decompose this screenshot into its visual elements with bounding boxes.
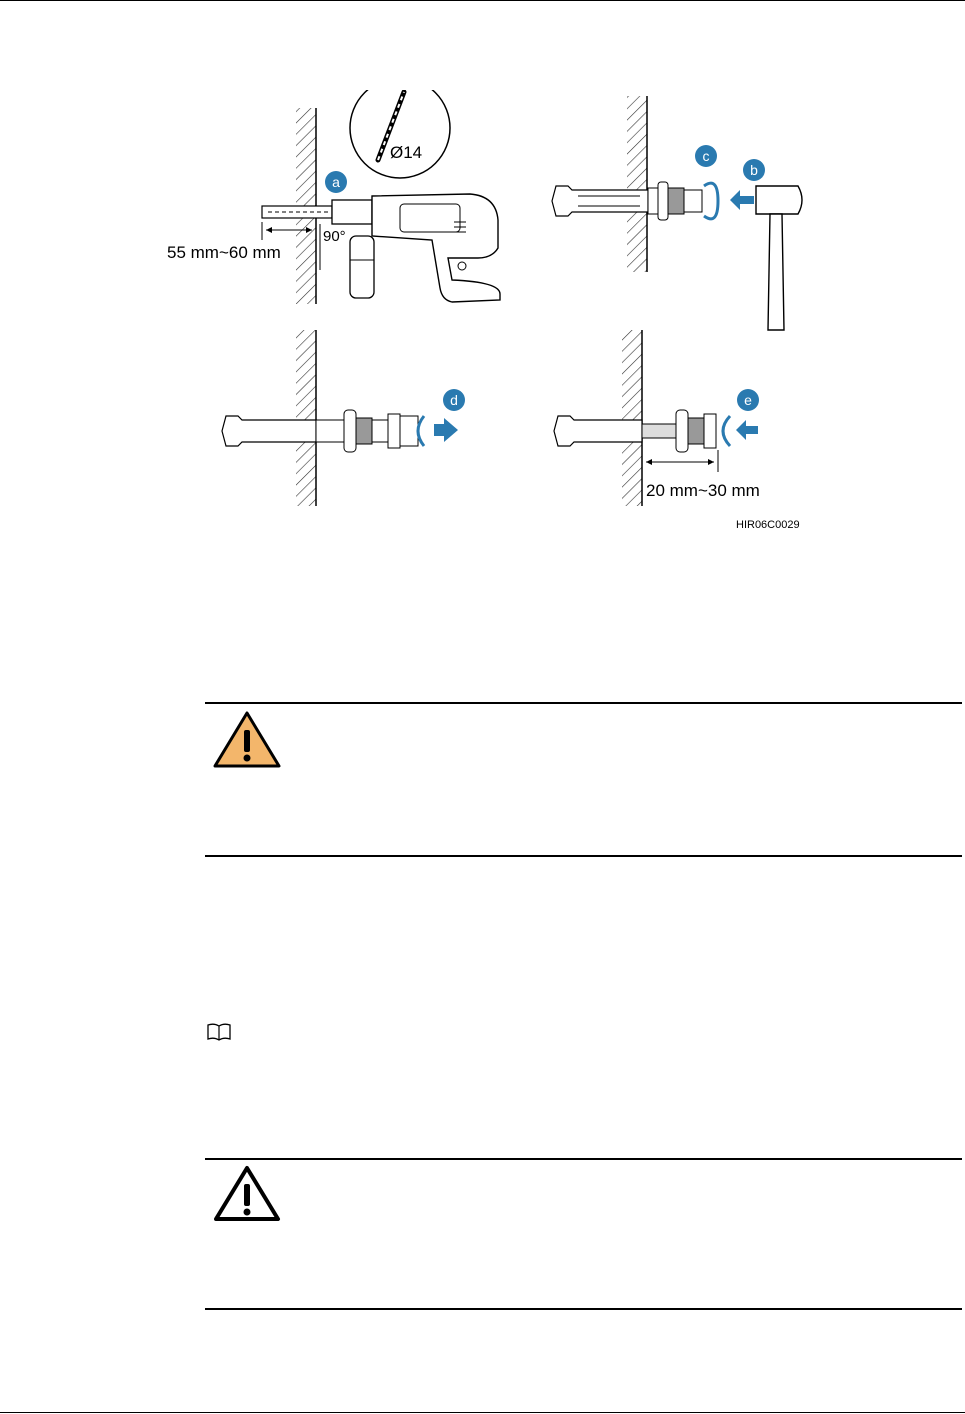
svg-text:d: d: [450, 392, 458, 408]
panel-drilling: [167, 90, 500, 304]
drill-bit-label: Ø14: [390, 143, 423, 162]
svg-text:e: e: [744, 392, 752, 408]
book-note-icon: [206, 1022, 232, 1042]
installation-figure: [160, 90, 820, 540]
figure-code: HIR06C0029: [736, 519, 800, 531]
caution-triangle-icon: [212, 1164, 282, 1224]
panel-loosen: [222, 330, 465, 506]
drill-icon: [332, 194, 500, 302]
panel-hammering: [552, 96, 802, 330]
arrow-right-icon: [434, 418, 458, 442]
warning-panel-bottom-rule: [205, 855, 962, 857]
caution-panel-bottom-rule: [205, 1308, 962, 1310]
page-bottom-rule: [0, 1412, 965, 1413]
drill-depth-label: 55 mm~60 mm: [167, 243, 281, 262]
hammer-icon: [756, 186, 802, 330]
page-top-rule: [0, 0, 965, 1]
svg-text:b: b: [750, 162, 758, 178]
arrow-left-icon: [730, 190, 754, 210]
exposed-length-label: 20 mm~30 mm: [646, 481, 760, 500]
warning-triangle-icon: [212, 710, 282, 770]
panel-exposed-bolt: [554, 330, 760, 506]
warning-panel-top-rule: [205, 702, 962, 704]
angle-label: 90°: [323, 228, 346, 245]
caution-panel-top-rule: [205, 1158, 962, 1160]
svg-text:c: c: [702, 148, 710, 164]
svg-text:a: a: [332, 174, 340, 190]
